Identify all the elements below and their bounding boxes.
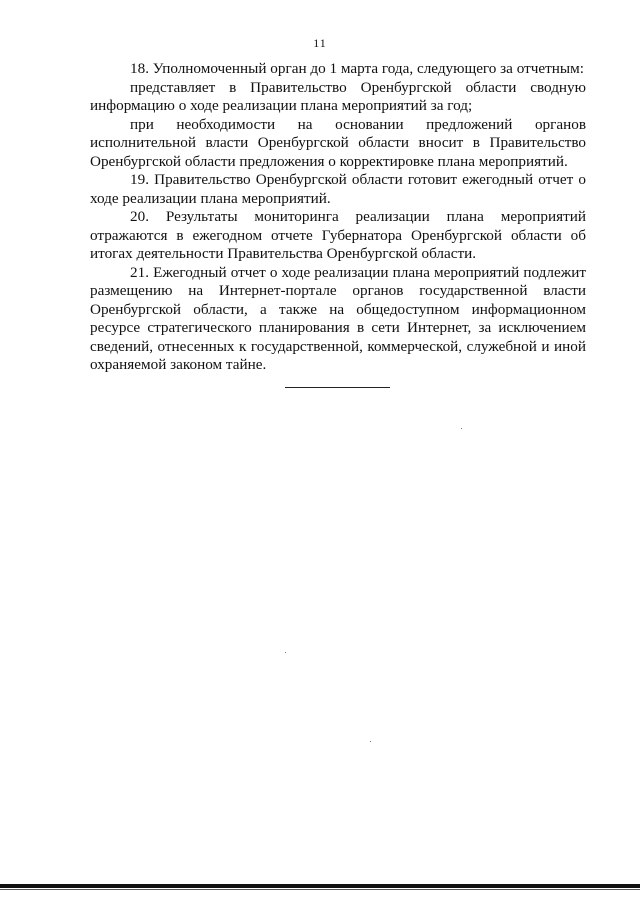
end-separator-line <box>285 387 390 388</box>
paragraph-18: 18. Уполномоченный орган до 1 марта года, следующего за отчетным: <box>130 60 584 77</box>
page-number: 11 <box>313 36 327 50</box>
scan-edge-line <box>0 889 640 890</box>
paragraph-18-item-2: при необходимости на основании предложений органов исполнительной власти Оренбургской области вносит в Правительство Оренбургской области предложения о корректировке плана мероприятий. <box>90 115 586 170</box>
scan-speck <box>461 428 462 429</box>
scan-speck <box>285 652 286 653</box>
paragraph-19: 19. Правительство Оренбургской области готовит ежегодный отчет о ходе реализации плана мероприятий. <box>90 171 586 207</box>
paragraph-21: 21. Ежегодный отчет о ходе реализации плана мероприятий подлежит размещению на Интернет-портале органов государственной власти Оренбургской области, а также на общедоступном информационном ресурсе стратегического планирования в сети Интернет, за исключением сведений, отнесенных к государственной, коммерческой, служебной и иной охраняемой законом тайне. <box>90 263 586 373</box>
paragraph-18-item-1: представляет в Правительство Оренбургской области сводную информацию о ходе реализации плана мероприятий за год; <box>90 78 586 114</box>
paragraph-20: 20. Результаты мониторинга реализации плана мероприятий отражаются в ежегодном отчете Губернатора Оренбургской области об итогах деятельности Правительства Оренбургской области. <box>90 208 586 262</box>
scan-speck <box>370 741 371 742</box>
document-body <box>90 60 586 375</box>
scan-edge-bar <box>0 884 640 888</box>
